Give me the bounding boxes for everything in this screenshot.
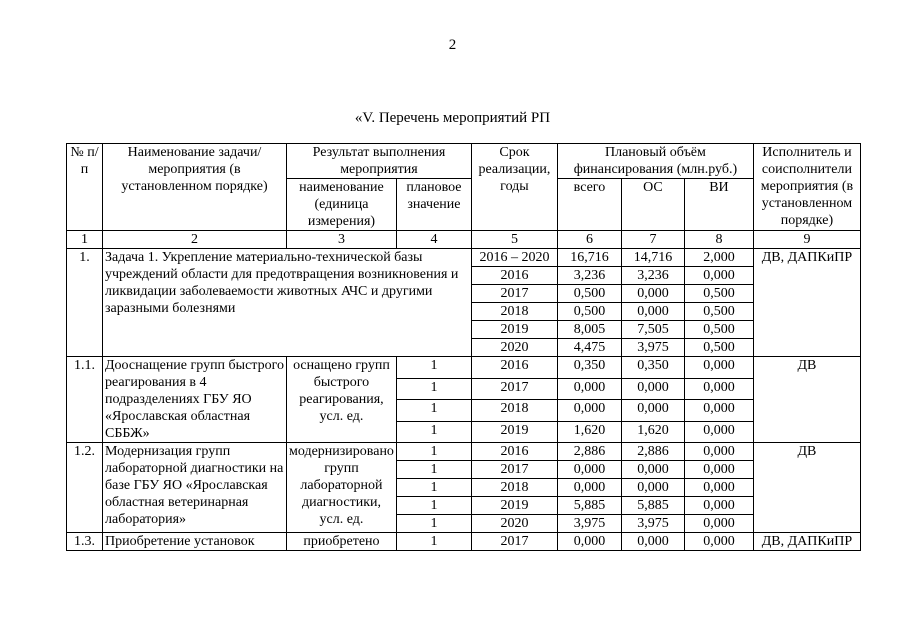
- header-result: Результат выполнения мероприятия: [287, 144, 472, 179]
- finance-os: 5,885: [621, 497, 684, 515]
- finance-os: 0,000: [621, 479, 684, 497]
- term-year: 2017: [471, 461, 557, 479]
- finance-os: 0,000: [621, 400, 684, 422]
- header-fin-vi: ВИ: [684, 179, 753, 231]
- column-number: 1: [67, 231, 103, 249]
- finance-vi: 0,000: [684, 378, 753, 400]
- column-numbers-row: [67, 231, 861, 249]
- finance-vi: 0,000: [684, 267, 753, 285]
- term-year: 2016 – 2020: [471, 249, 557, 267]
- term-year: 2017: [471, 285, 557, 303]
- finance-total: 4,475: [557, 339, 621, 357]
- finance-total: 0,000: [557, 378, 621, 400]
- result-name: приобретено: [287, 533, 397, 551]
- header-finance: Плановый объём финансирования (млн.руб.): [557, 144, 753, 179]
- finance-vi: 0,000: [684, 400, 753, 422]
- finance-total: 0,000: [557, 533, 621, 551]
- finance-vi: 0,000: [684, 443, 753, 461]
- plan-value: 1: [396, 443, 471, 461]
- term-year: 2019: [471, 421, 557, 443]
- finance-total: 3,236: [557, 267, 621, 285]
- term-year: 2016: [471, 443, 557, 461]
- finance-total: 2,886: [557, 443, 621, 461]
- finance-vi: 0,500: [684, 303, 753, 321]
- column-number: 6: [557, 231, 621, 249]
- section-title: «V. Перечень мероприятий РП: [354, 110, 551, 126]
- header-term: Срок реализации, годы: [471, 144, 557, 231]
- finance-vi: 0,000: [684, 515, 753, 533]
- finance-total: 0,500: [557, 303, 621, 321]
- plan-value: 1: [396, 479, 471, 497]
- term-year: 2019: [471, 497, 557, 515]
- item-name: Задача 1. Укрепление материально-технической базы учреждений области для предотвращения возникновения и ликвидации заболеваемости животных АЧС и другими заразными болезнями: [103, 249, 472, 357]
- finance-os: 2,886: [621, 443, 684, 461]
- plan-value: 1: [396, 400, 471, 422]
- table-row: [67, 249, 861, 267]
- header-executor: Исполнитель и соисполнители мероприятия (в установленном порядке): [753, 144, 860, 231]
- term-year: 2020: [471, 515, 557, 533]
- plan-value: 1: [396, 533, 471, 551]
- finance-vi: 0,000: [684, 479, 753, 497]
- header-fin-os: ОС: [621, 179, 684, 231]
- term-year: 2020: [471, 339, 557, 357]
- plan-value: 1: [396, 515, 471, 533]
- table-row: [67, 443, 861, 461]
- finance-total: 3,975: [557, 515, 621, 533]
- finance-total: 5,885: [557, 497, 621, 515]
- term-year: 2017: [471, 533, 557, 551]
- finance-os: 0,000: [621, 285, 684, 303]
- finance-total: 0,350: [557, 357, 621, 379]
- page-number: 2: [448, 37, 457, 53]
- finance-vi: 0,500: [684, 321, 753, 339]
- executor: ДВ: [753, 443, 860, 533]
- column-number: 3: [287, 231, 397, 249]
- executor: ДВ, ДАПКиПР: [753, 249, 860, 357]
- finance-total: 8,005: [557, 321, 621, 339]
- item-number: 1.1.: [67, 357, 103, 443]
- finance-os: 1,620: [621, 421, 684, 443]
- finance-vi: 0,000: [684, 461, 753, 479]
- item-name: Модернизация групп лабораторной диагностики на базе ГБУ ЯО «Ярославская областная ветеринарная лаборатория»: [103, 443, 287, 533]
- table-row: [67, 357, 861, 379]
- finance-total: 0,000: [557, 461, 621, 479]
- column-number: 7: [621, 231, 684, 249]
- item-number: 1.2.: [67, 443, 103, 533]
- finance-os: 0,000: [621, 303, 684, 321]
- measures-table: [66, 143, 861, 551]
- column-number: 5: [471, 231, 557, 249]
- term-year: 2018: [471, 479, 557, 497]
- table-row: [67, 533, 861, 551]
- executor: ДВ, ДАПКиПР: [753, 533, 860, 551]
- finance-os: 0,350: [621, 357, 684, 379]
- header-result-name: наименование (единица измерения): [287, 179, 397, 231]
- finance-os: 0,000: [621, 378, 684, 400]
- item-number: 1.3.: [67, 533, 103, 551]
- term-year: 2017: [471, 378, 557, 400]
- finance-total: 0,500: [557, 285, 621, 303]
- header-name: Наименование задачи/мероприятия (в установленном порядке): [103, 144, 287, 231]
- term-year: 2018: [471, 400, 557, 422]
- term-year: 2018: [471, 303, 557, 321]
- result-name: модернизировано групп лабораторной диагностики, усл. ед.: [287, 443, 397, 533]
- item-name: Дооснащение групп быстрого реагирования в 4 подразделениях ГБУ ЯО «Ярославская областная СББЖ»: [103, 357, 287, 443]
- finance-total: 1,620: [557, 421, 621, 443]
- item-name: Приобретение установок: [103, 533, 287, 551]
- column-number: 4: [396, 231, 471, 249]
- item-number: 1.: [67, 249, 103, 357]
- finance-os: 7,505: [621, 321, 684, 339]
- finance-os: 3,236: [621, 267, 684, 285]
- finance-total: 16,716: [557, 249, 621, 267]
- finance-total: 0,000: [557, 400, 621, 422]
- finance-os: 3,975: [621, 515, 684, 533]
- term-year: 2016: [471, 267, 557, 285]
- finance-os: 14,716: [621, 249, 684, 267]
- executor: ДВ: [753, 357, 860, 443]
- finance-vi: 2,000: [684, 249, 753, 267]
- finance-vi: 0,000: [684, 421, 753, 443]
- finance-os: 0,000: [621, 461, 684, 479]
- column-number: 8: [684, 231, 753, 249]
- plan-value: 1: [396, 497, 471, 515]
- finance-total: 0,000: [557, 479, 621, 497]
- column-number: 9: [753, 231, 860, 249]
- finance-vi: 0,500: [684, 339, 753, 357]
- column-number: 2: [103, 231, 287, 249]
- header-no: № п/п: [67, 144, 103, 231]
- finance-vi: 0,000: [684, 497, 753, 515]
- header-fin-total: всего: [557, 179, 621, 231]
- finance-vi: 0,500: [684, 285, 753, 303]
- header-result-plan: плановое значение: [396, 179, 471, 231]
- plan-value: 1: [396, 461, 471, 479]
- finance-vi: 0,000: [684, 533, 753, 551]
- plan-value: 1: [396, 378, 471, 400]
- term-year: 2016: [471, 357, 557, 379]
- result-name: оснащено групп быстрого реагирования, усл. ед.: [287, 357, 397, 443]
- term-year: 2019: [471, 321, 557, 339]
- plan-value: 1: [396, 357, 471, 379]
- finance-os: 0,000: [621, 533, 684, 551]
- finance-vi: 0,000: [684, 357, 753, 379]
- plan-value: 1: [396, 421, 471, 443]
- finance-os: 3,975: [621, 339, 684, 357]
